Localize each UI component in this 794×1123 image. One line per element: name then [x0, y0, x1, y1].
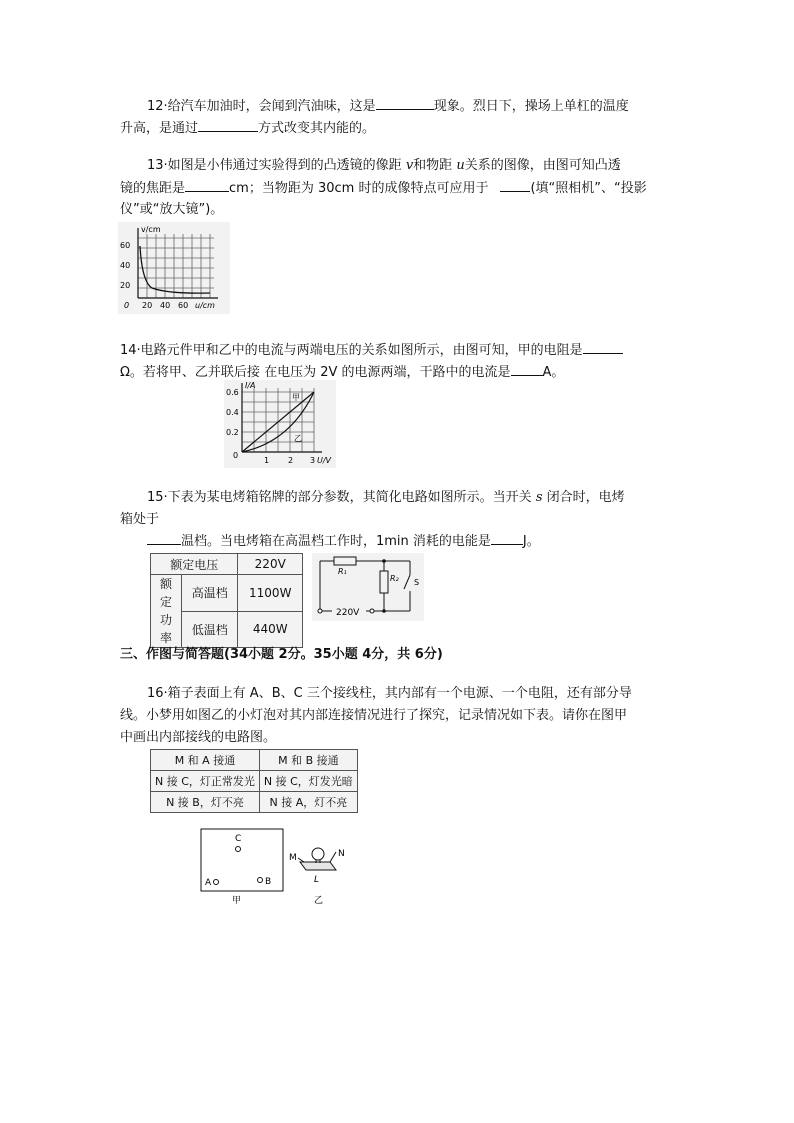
q14-blank1[interactable] — [583, 339, 623, 354]
voltage-label: 220V — [336, 608, 360, 618]
fig-yi-caption: 乙 — [314, 896, 324, 906]
q13-blank1[interactable] — [185, 177, 229, 192]
rated-power-label: 额定功率 — [151, 575, 182, 648]
q16-cell: N 接 C，灯发光暗 — [259, 771, 357, 792]
q14-ytick: 0.2 — [226, 428, 239, 437]
terminal-a[interactable] — [214, 880, 219, 885]
q12-blank2[interactable] — [198, 117, 258, 132]
terminal-c-label: C — [235, 834, 242, 844]
q13-xlabel: u/cm — [195, 301, 215, 310]
q13-ytick: 20 — [120, 281, 131, 290]
q13-blank2[interactable] — [500, 177, 530, 192]
high-gear-label: 高温档 — [182, 575, 238, 612]
q14-line1: 14·电路元件甲和乙中的电流与两端电压的关系如图所示，由图可知，甲的电阻是 — [120, 339, 623, 362]
q16-line2: 线。小梦用如图乙的小灯泡对其内部连接情况进行了探究，记录情况如下表。请你在图甲 — [120, 708, 628, 723]
high-gear-value: 1100W — [238, 575, 303, 612]
q16-cell: N 接 B，灯不亮 — [151, 792, 260, 813]
section3-heading: 三、作图与简答题(34小题 2分。35小题 4分，共 6分) — [120, 647, 443, 662]
q13-xtick: 20 — [142, 301, 153, 310]
fig-jia-caption: 甲 — [232, 896, 242, 906]
q14-ytick: 0 — [233, 451, 239, 460]
q15-nameplate-table — [150, 553, 303, 648]
rated-voltage-value: 220V — [238, 554, 303, 575]
q13-ytick: 40 — [120, 261, 131, 270]
low-gear-label: 低温档 — [182, 611, 238, 648]
q12-line1: 12·给汽车加油时，会闻到汽油味，这是 现象。烈日下，操场上单杠的温度 — [147, 95, 629, 118]
q15-circuit — [312, 553, 424, 621]
q14-xtick: 3 — [310, 456, 316, 465]
q16-line3: 中画出内部接线的电路图。 — [120, 730, 277, 745]
q13-line3: 仪”或“放大镜”)。 — [120, 202, 224, 217]
q16-cell: N 接 C，灯正常发光 — [151, 771, 260, 792]
q14-ytick: 0.4 — [226, 408, 239, 417]
bulb-base — [300, 862, 336, 870]
q16-header-mb: M 和 B 接通 — [259, 750, 357, 771]
terminal-c[interactable] — [236, 847, 241, 852]
terminal-b[interactable] — [258, 878, 263, 883]
q15-line2: 箱处于 — [120, 512, 160, 527]
q14-graph — [224, 380, 336, 468]
q13-ytick: 60 — [120, 241, 131, 250]
q14-xlabel: U/V — [317, 456, 332, 465]
terminal-b-label: B — [265, 877, 272, 887]
q12-line2: 升高，是通过 方式改变其内能的。 — [120, 117, 375, 140]
q14-ylabel: I/A — [245, 381, 256, 390]
q15-blank2[interactable] — [491, 530, 523, 545]
switch-label: S — [414, 578, 420, 587]
q13-line1: 13·如图是小伟通过实验得到的凸透镜的像距 v和物距 u关系的图像，由图可知凸透 — [147, 158, 621, 173]
q13-line2: 镜的焦距是 cm；当物距为 30cm 时的成像特点可应用于 (填“照相机”、“投影 — [120, 177, 647, 200]
q14-label-yi: 乙 — [294, 434, 302, 443]
r1-label: R₁ — [338, 567, 347, 576]
q13-ytick: 0 — [124, 301, 130, 310]
q16-header-ma: M 和 A 接通 — [151, 750, 260, 771]
q13-xtick: 60 — [178, 301, 189, 310]
bulb-icon — [312, 848, 324, 860]
q16-fig-jia — [196, 826, 288, 906]
terminal-a-label: A — [205, 878, 212, 888]
q14-xtick: 1 — [264, 456, 270, 465]
bulb-l-label: L — [314, 875, 320, 885]
q16-cell: N 接 A，灯不亮 — [259, 792, 357, 813]
q13-graph — [118, 222, 230, 314]
q16-record-table — [150, 749, 358, 813]
q16-line1: 16·箱子表面上有 A、B、C 三个接线柱，其内部有一个电源、一个电阻，还有部分导 — [147, 686, 632, 701]
q15-line1: 15·下表为某电烤箱铭牌的部分参数，其简化电路如图所示。当开关 s 闭合时，电烤 — [147, 490, 625, 505]
q15-line3: 温档。当电烤箱在高温档工作时，1min 消耗的电能是 J。 — [147, 530, 540, 553]
r2-label: R₂ — [390, 574, 399, 583]
q14-label-jia: 甲 — [292, 393, 300, 402]
q14-ytick: 0.6 — [226, 388, 239, 397]
q16-fig-yi — [286, 838, 352, 906]
low-gear-value: 440W — [238, 611, 303, 648]
q15-blank1[interactable] — [147, 530, 181, 545]
bulb-n-label: N — [338, 849, 345, 859]
q14-line2: Ω。若将甲、乙并联后接 在电压为 2V 的电源两端，干路中的电流是 A。 — [120, 361, 564, 384]
q12-blank1[interactable] — [376, 95, 434, 110]
q14-blank2[interactable] — [511, 361, 543, 376]
bulb-m-label: M — [289, 853, 297, 863]
q13-xtick: 40 — [160, 301, 171, 310]
rated-voltage-label: 额定电压 — [151, 554, 238, 575]
q14-xtick: 2 — [288, 456, 294, 465]
q13-ylabel: v/cm — [141, 225, 161, 234]
